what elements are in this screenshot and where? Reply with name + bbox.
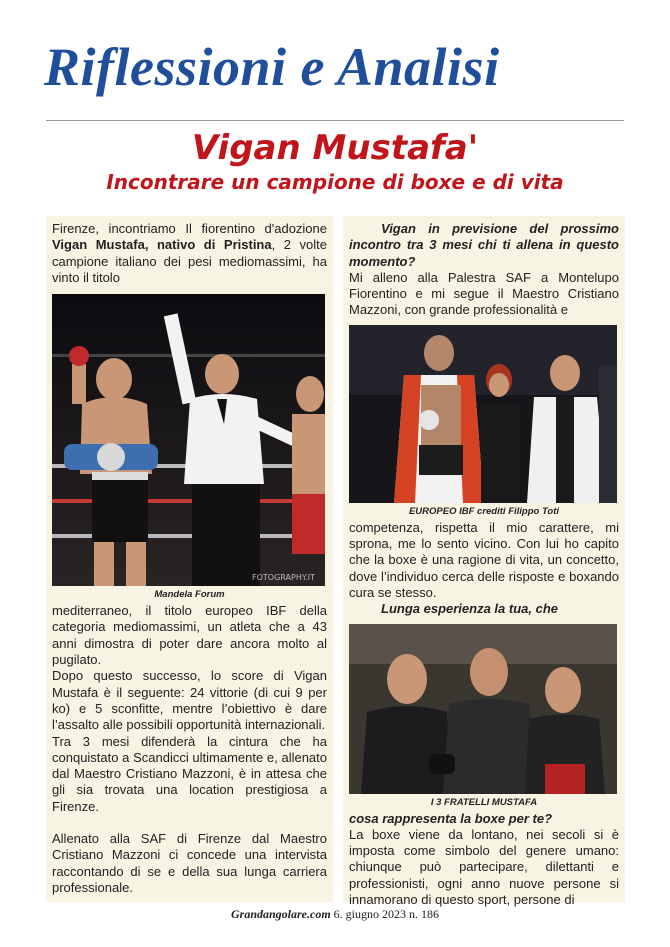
header-rule (46, 120, 624, 121)
intro-text-start: Firenze, incontriamo Il fiorentino d'adozione (52, 221, 327, 236)
photo1-caption: Mandela Forum (154, 589, 225, 601)
right-body-bottom (349, 811, 619, 909)
footer-site: Grandangolare.com (230, 907, 331, 921)
question-2-part-2: cosa rappresenta la boxe per te? (349, 810, 553, 826)
photo2-caption: EUROPEO IBF crediti Filippo Toti (408, 505, 560, 517)
svg-text:FOTOGRAPHY.IT: FOTOGRAPHY.IT (252, 573, 315, 583)
footer-date: 6. giugno 2023 n. 186 (330, 907, 440, 921)
paragraph-title-won: mediterraneo, il titolo europeo IBF della categoria mediomassimi, un atleta che a 43 anni dimostra di poter dare ancora molto al pugilato. (52, 603, 327, 668)
ring-walk-photo (349, 325, 617, 503)
photo-mandela-forum (52, 294, 325, 586)
masthead: Riflessioni e Analisi (44, 37, 500, 97)
paragraph-belt: Tra 3 mesi difenderà la cintura che ha conquistato a Scandicci ultimamente e, allenato dal Maestro Cristiano Mazzoni, è in attesa che gli sia trovata una location prestigiosa a Firenze. (52, 733, 327, 814)
article-subtitle: Incontrare un campione di boxe e di vita (106, 170, 564, 194)
three-brothers-photo (349, 624, 617, 794)
intro-paragraph (52, 221, 327, 286)
left-body (52, 603, 327, 896)
paragraph-score: Dopo questo successo, lo score di Vigan Mustafa è il seguente: 24 vittorie (di cui 9 per ko) e 5 sconfitte, mentre l’obiettivo è dare l’assalto alle possibili opportunità internazionali. (52, 668, 327, 733)
photo-europeo-ibf (349, 325, 617, 503)
intro-text-end: , 2 volte campione italiano dei pesi mediomassimi, ha vinto il titolo (52, 237, 328, 285)
left-column (46, 216, 333, 902)
intro-name: Vigan Mustafa, nativo di Pristina (52, 237, 272, 253)
right-body-middle (349, 520, 619, 618)
answer-1-part-2: competenza, rispetta il mio carattere, mi sprona, me lo sento vicino. Con lui ho capito che la boxe è una ragione di vita, un concetto, dove l’individuo cerca delle risposte e boxando cura se stesso. (349, 519, 619, 600)
footer (0, 907, 670, 922)
question-1: Vigan in previsione del prossimo incontro tra 3 mesi chi ti allena in questo momento? (349, 221, 619, 269)
paragraph-trained: Allenato alla SAF di Firenze dal Maestro Cristiano Mazzoni ci concede una intervista raccontando di se e della sua lunga carriera professionale. (52, 831, 327, 895)
photo3-caption: I 3 FRATELLI MUSTAFA (430, 796, 538, 808)
boxing-ring-photo (52, 294, 325, 586)
answer-2: La boxe viene da lontano, nei secoli si è imposta come simbolo del genere umano: chiunque può partecipare, dilettanti e professionisti, ogni anno nuove persone si innamorano di questo sport, persone di (349, 826, 619, 908)
question-2-part-1: Lunga esperienza la tua, che (381, 601, 558, 617)
answer-1-part-1: Mi alleno alla Palestra SAF a Montelupo Fiorentino e mi segue il Maestro Cristiano Mazzoni, con grande professionalità e (349, 269, 619, 318)
article-title: Vigan Mustafa' (191, 128, 479, 168)
right-column (343, 216, 625, 908)
right-body-top (349, 221, 619, 319)
photo-fratelli-mustafa (349, 624, 617, 794)
